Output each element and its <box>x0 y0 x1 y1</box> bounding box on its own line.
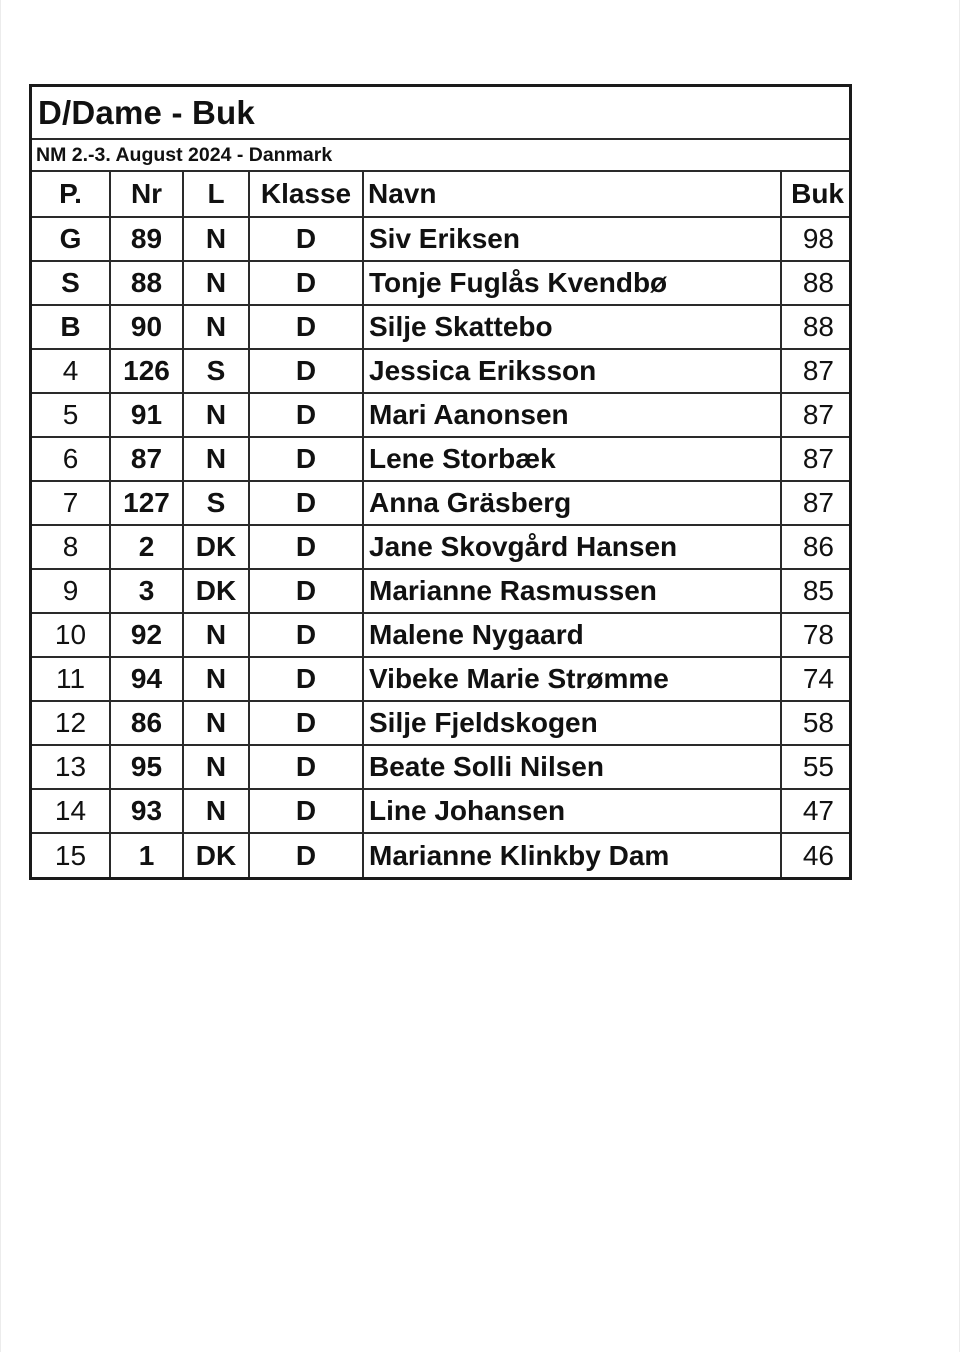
cell-country: DK <box>183 569 249 613</box>
cell-country: N <box>183 789 249 833</box>
cell-number: 90 <box>110 305 183 349</box>
cell-number: 126 <box>110 349 183 393</box>
cell-country: N <box>183 261 249 305</box>
cell-number: 2 <box>110 525 183 569</box>
cell-placement: 15 <box>32 833 110 877</box>
cell-number: 92 <box>110 613 183 657</box>
cell-score: 47 <box>781 789 849 833</box>
cell-name: Siv Eriksen <box>363 217 781 261</box>
cell-class: D <box>249 569 363 613</box>
cell-country: DK <box>183 525 249 569</box>
cell-score: 87 <box>781 437 849 481</box>
cell-number: 87 <box>110 437 183 481</box>
cell-placement: 10 <box>32 613 110 657</box>
cell-country: N <box>183 701 249 745</box>
cell-class: D <box>249 217 363 261</box>
cell-placement: 11 <box>32 657 110 701</box>
table-row <box>32 481 849 525</box>
table-row <box>32 657 849 701</box>
cell-score: 87 <box>781 349 849 393</box>
header-number: Nr <box>110 172 183 217</box>
cell-number: 89 <box>110 217 183 261</box>
cell-class: D <box>249 745 363 789</box>
cell-score: 98 <box>781 217 849 261</box>
header-name: Navn <box>363 172 781 217</box>
cell-class: D <box>249 393 363 437</box>
cell-score: 74 <box>781 657 849 701</box>
table-row <box>32 701 849 745</box>
table-row <box>32 569 849 613</box>
cell-placement: 12 <box>32 701 110 745</box>
sheet-subtitle: NM 2.-3. August 2024 - Danmark <box>32 140 849 172</box>
cell-score: 88 <box>781 305 849 349</box>
table-row <box>32 305 849 349</box>
cell-number: 86 <box>110 701 183 745</box>
cell-class: D <box>249 305 363 349</box>
cell-class: D <box>249 437 363 481</box>
table-header-row <box>32 172 849 217</box>
cell-name: Line Johansen <box>363 789 781 833</box>
cell-class: D <box>249 525 363 569</box>
cell-class: D <box>249 613 363 657</box>
cell-score: 87 <box>781 393 849 437</box>
cell-number: 3 <box>110 569 183 613</box>
cell-class: D <box>249 481 363 525</box>
table-row <box>32 261 849 305</box>
cell-country: S <box>183 481 249 525</box>
cell-placement: G <box>32 217 110 261</box>
table-row <box>32 437 849 481</box>
cell-name: Jessica Eriksson <box>363 349 781 393</box>
cell-name: Silje Fjeldskogen <box>363 701 781 745</box>
cell-name: Anna Gräsberg <box>363 481 781 525</box>
cell-placement: 7 <box>32 481 110 525</box>
header-country: L <box>183 172 249 217</box>
cell-score: 87 <box>781 481 849 525</box>
cell-class: D <box>249 833 363 877</box>
cell-placement: 5 <box>32 393 110 437</box>
cell-number: 95 <box>110 745 183 789</box>
table-row <box>32 217 849 261</box>
cell-name: Beate Solli Nilsen <box>363 745 781 789</box>
cell-country: N <box>183 613 249 657</box>
sheet-title: D/Dame - Buk <box>32 87 849 140</box>
cell-name: Marianne Rasmussen <box>363 569 781 613</box>
cell-number: 94 <box>110 657 183 701</box>
table-row <box>32 349 849 393</box>
header-placement: P. <box>32 172 110 217</box>
cell-score: 86 <box>781 525 849 569</box>
cell-class: D <box>249 349 363 393</box>
table-row <box>32 745 849 789</box>
cell-name: Malene Nygaard <box>363 613 781 657</box>
cell-name: Lene Storbæk <box>363 437 781 481</box>
cell-country: N <box>183 437 249 481</box>
header-score: Buk <box>781 172 849 217</box>
cell-placement: 13 <box>32 745 110 789</box>
cell-class: D <box>249 701 363 745</box>
cell-class: D <box>249 261 363 305</box>
cell-number: 93 <box>110 789 183 833</box>
cell-number: 1 <box>110 833 183 877</box>
cell-name: Mari Aanonsen <box>363 393 781 437</box>
results-table <box>32 172 849 877</box>
cell-number: 91 <box>110 393 183 437</box>
cell-country: N <box>183 305 249 349</box>
cell-name: Tonje Fuglås Kvendbø <box>363 261 781 305</box>
table-row <box>32 789 849 833</box>
cell-score: 88 <box>781 261 849 305</box>
cell-country: N <box>183 657 249 701</box>
cell-class: D <box>249 789 363 833</box>
cell-name: Jane Skovgård Hansen <box>363 525 781 569</box>
cell-number: 88 <box>110 261 183 305</box>
cell-country: S <box>183 349 249 393</box>
cell-name: Silje Skattebo <box>363 305 781 349</box>
table-row <box>32 833 849 877</box>
cell-placement: 6 <box>32 437 110 481</box>
cell-name: Marianne Klinkby Dam <box>363 833 781 877</box>
cell-score: 58 <box>781 701 849 745</box>
cell-placement: 14 <box>32 789 110 833</box>
cell-placement: 4 <box>32 349 110 393</box>
cell-placement: 8 <box>32 525 110 569</box>
cell-score: 78 <box>781 613 849 657</box>
cell-country: N <box>183 217 249 261</box>
results-sheet <box>29 84 852 880</box>
cell-number: 127 <box>110 481 183 525</box>
table-row <box>32 393 849 437</box>
cell-placement: 9 <box>32 569 110 613</box>
cell-class: D <box>249 657 363 701</box>
cell-score: 55 <box>781 745 849 789</box>
cell-score: 46 <box>802 839 834 871</box>
cell-score: 85 <box>781 569 849 613</box>
header-class: Klasse <box>249 172 363 217</box>
cell-country: DK <box>183 833 249 877</box>
table-row <box>32 613 849 657</box>
cell-country: N <box>183 745 249 789</box>
table-row <box>32 525 849 569</box>
cell-placement: S <box>32 261 110 305</box>
cell-country: N <box>183 393 249 437</box>
cell-placement: B <box>32 305 110 349</box>
cell-name: Vibeke Marie Strømme <box>363 657 781 701</box>
